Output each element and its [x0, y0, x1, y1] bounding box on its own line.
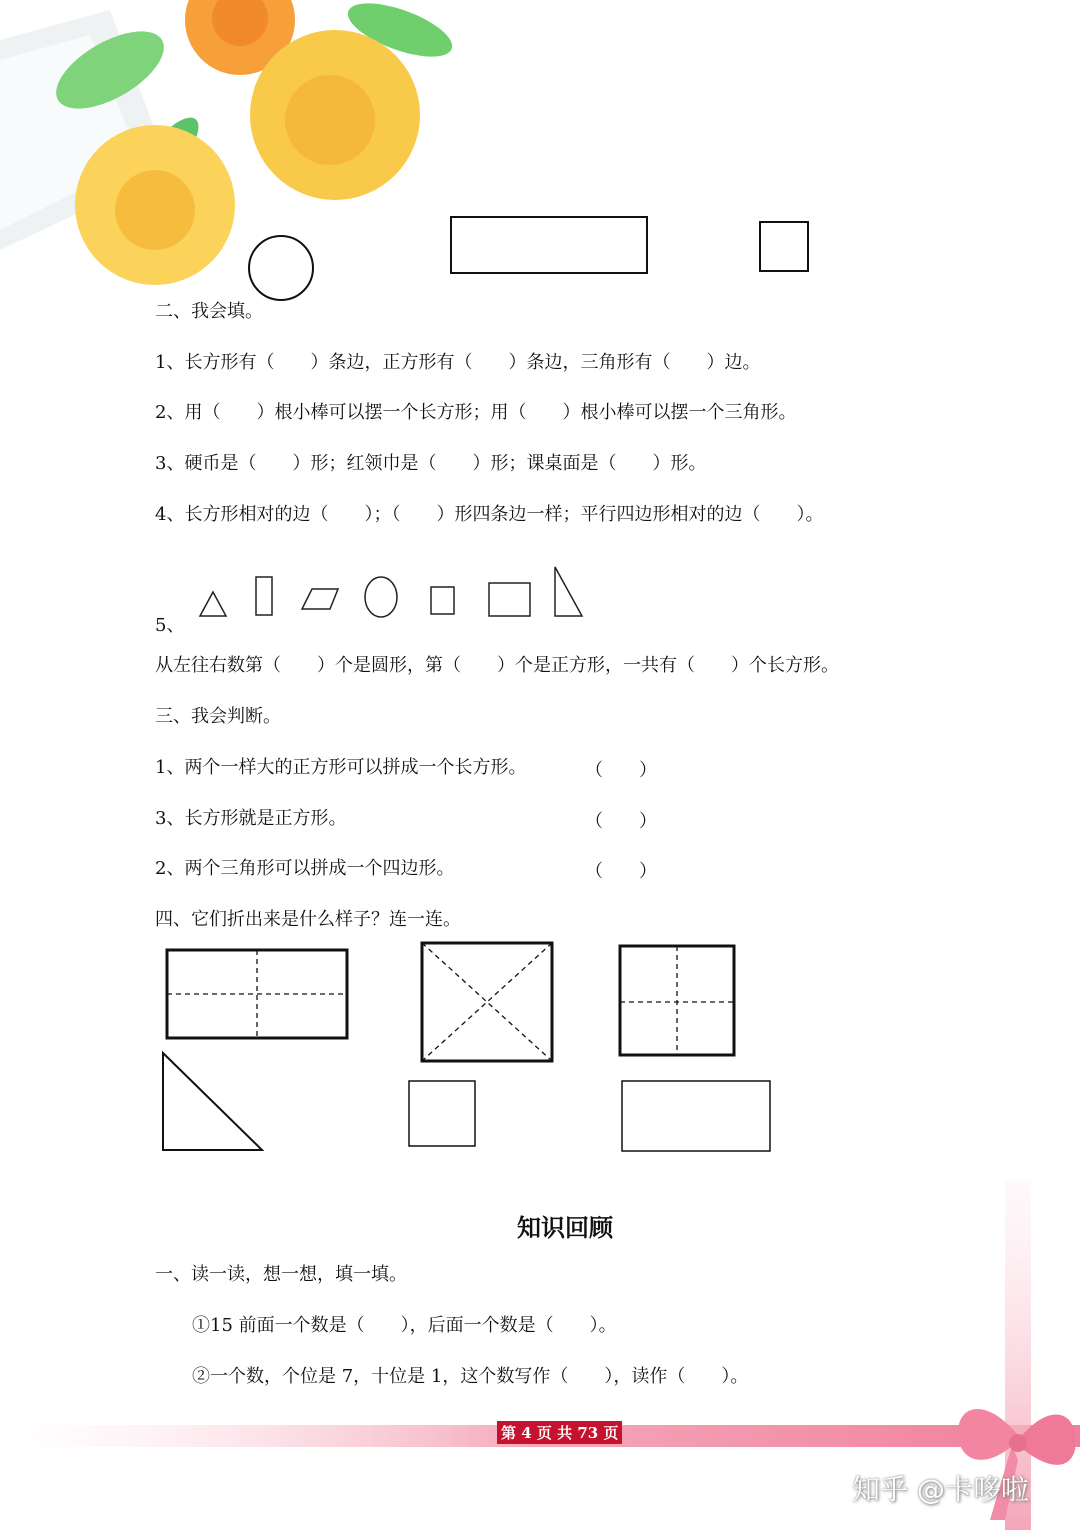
section4-heading: 四、它们折出来是什么样子？连一连。 [155, 909, 461, 930]
shape-right-triangle [555, 567, 582, 616]
section3-heading: 三、我会判断。 [155, 706, 281, 727]
fold-square-cross [620, 946, 734, 1055]
shape-triangle [200, 592, 226, 616]
fill-question-5: 从左往右数第（ ）个是圆形，第（ ）个是正方形，一共有（ ）个长方形。 [155, 655, 839, 676]
section2-heading: 二、我会填。 [155, 301, 263, 322]
fill-question-3: 3、硬币是（ ）形；红领巾是（ ）形；课桌面是（ ）形。 [155, 453, 707, 474]
review-title: 知识回顾 [517, 1213, 613, 1242]
fill-question-2: 2、用（ ）根小棒可以摆一个长方形；用（ ）根小棒可以摆一个三角形。 [155, 402, 797, 423]
fold-rectangle-cross [167, 950, 347, 1038]
review-heading: 一、读一读，想一想，填一填。 [155, 1264, 407, 1285]
folding-diagrams [0, 930, 1080, 1160]
fill-question-1: 1、长方形有（ ）条边，正方形有（ ）条边，三角形有（ ）边。 [155, 352, 761, 373]
judge-question-1: 1、两个一样大的正方形可以拼成一个长方形。 [155, 757, 527, 778]
circle-shape [249, 236, 313, 300]
review-item-1: ①15 前面一个数是（ ），后面一个数是（ ）。 [192, 1315, 617, 1336]
shape-square [431, 587, 454, 614]
question-5-shapes [0, 560, 1080, 630]
shape-parallelogram [302, 589, 338, 609]
fold-square-diagonals [422, 943, 552, 1061]
shape-circle [365, 577, 397, 617]
result-square [409, 1081, 475, 1146]
judge-answer-2: （ ） [585, 811, 657, 832]
rectangle-shape [451, 217, 647, 273]
judge-answer-3: （ ） [585, 861, 657, 882]
page-number: 第 4 页 共 73 页 [497, 1421, 622, 1444]
shape-tall-rectangle [256, 577, 272, 615]
square-shape [760, 222, 808, 271]
judge-answer-1: （ ） [585, 760, 657, 781]
fill-question-5-label: 5、 [155, 615, 185, 636]
judge-question-3: 2、两个三角形可以拼成一个四边形。 [155, 858, 455, 879]
fill-question-4: 4、长方形相对的边（ ）；（ ）形四条边一样；平行四边形相对的边（ ）。 [155, 504, 824, 525]
shape-wide-rectangle [489, 583, 530, 616]
judge-question-2: 3、长方形就是正方形。 [155, 808, 347, 829]
review-item-2: ②一个数，个位是 7，十位是 1，这个数写作（ ），读作（ ）。 [192, 1366, 749, 1387]
top-shapes [0, 0, 1080, 310]
result-triangle [163, 1053, 262, 1150]
result-rectangle [622, 1081, 770, 1151]
watermark-text: 知乎 @卡哆啦 [852, 1473, 1029, 1506]
